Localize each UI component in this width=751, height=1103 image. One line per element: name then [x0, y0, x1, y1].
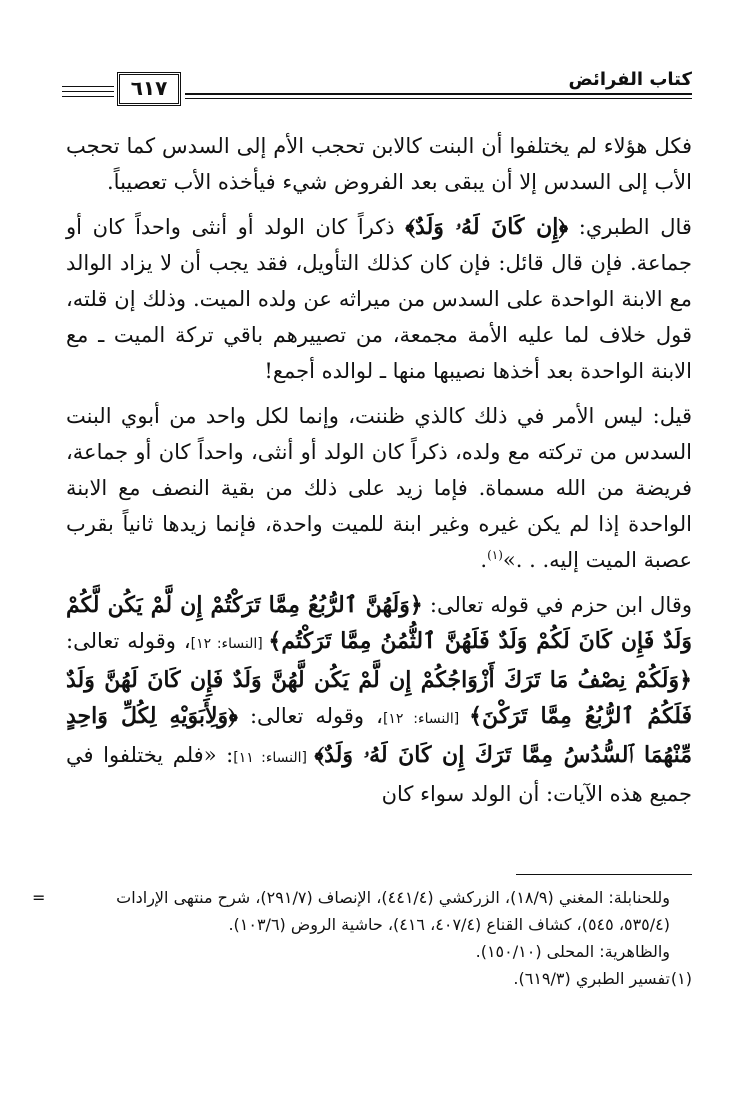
book-page [32, 66, 693, 1066]
paragraph-text: . [480, 548, 488, 572]
header-rule-thin [185, 98, 692, 99]
quran-verse: ﴿وَلِأَبَوَيْهِ لِكُلِّ وَاحِدٍ مِّنْهُمَا ٱلسُّدُسُ مِمَّا تَرَكَ إِن كَانَ لَهُۥ وَلَدٌ﴾ [66, 703, 692, 768]
verse-reference: [النساء: ١٢] [190, 636, 269, 652]
paragraph-text: : «فلم يختلفوا في جميع هذه الآيات: أن الولد سواء كان [66, 743, 692, 806]
verse-reference: [النساء: ١١] [233, 750, 315, 766]
footnote-ref[interactable]: (١) [487, 548, 503, 562]
rule-line [62, 96, 114, 97]
paragraph-2 [66, 209, 692, 389]
quran-verse: ﴿وَلَكُمْ نِصْفُ مَا تَرَكَ أَزْوَاجُكُمْ إِن لَّمْ يَكُن لَّهُنَّ وَلَدٌ فَإِن كَانَ لَهُنَّ وَلَدٌ فَلَكُمُ ٱلرُّبُعُ مِمَّا تَرَكْنَ﴾ [66, 667, 693, 729]
footnote-separator [516, 874, 692, 875]
footnote-continued [32, 884, 692, 938]
header-left-rules [62, 86, 114, 101]
page-number: ٦١٧ [117, 72, 181, 106]
paragraph-4 [66, 587, 692, 812]
paragraph-text: ، وقوله تعالى: [237, 704, 383, 728]
paragraph-text: فكل هؤلاء لم يختلفوا أن البنت كالابن تحجب الأم إلى السدس كما تحجب الأب إلى السدس إلا أن يبقى بعد الفروض شيء فيأخذه الأب تعصيباً. [66, 134, 692, 194]
footnote-number: (١) [670, 969, 692, 988]
main-text [66, 128, 692, 821]
paragraph-text: وقال ابن حزم في قوله تعالى: [422, 593, 693, 617]
verse-reference: [النساء: ١٢] [382, 711, 470, 727]
paragraph-text: ذكراً كان الولد أو أنثى واحداً كان أو جماعة. فإن قال قائل: فإن كان كذلك التأويل، فقد يجب أن لا يزاد الوالد مع الابنة الواحدة على السدس من ميراثه عن ولده الميت. وذلك إن قلته، قول خلاف لما عليه الأمة مجمعة، من تصييرهم باقي تركة الميت ـ مع الابنة الواحدة بعد أخذها نصيبها منها ـ لوالده أجمع! [66, 215, 692, 383]
page-header [62, 66, 692, 124]
rule-line [62, 91, 114, 92]
paragraph-1 [66, 128, 692, 200]
continuation-marker: = [32, 888, 46, 907]
paragraph-text: قيل: ليس الأمر في ذلك كالذي ظننت، وإنما لكل واحد من أبوي البنت السدس من تركته مع ولده، ذكراً كان الولد أو أنثى، واحداً كان أو جماعة، فريضة من الله مسماة. فإما زيد على ذلك من بقية النصف مع الابنة الواحدة إذا لم يكن غيره وغير ابنة للميت واحدة، فإنما زيدها ثانياً بقرب عصبة الميت إليه. . .» [66, 404, 692, 572]
footnotes [32, 884, 692, 992]
quran-verse: ﴿إِن كَانَ لَهُۥ وَلَدٌ﴾ [405, 214, 569, 240]
book-title: كتاب الفرائض [568, 69, 692, 90]
footnote-text: والظاهرية: المحلى (١٥٠/١٠). [475, 942, 670, 961]
paragraph-text: قال الطبري: [568, 215, 692, 239]
paragraph-text: ، وقوله تعالى: [66, 629, 191, 653]
footnote-1 [66, 965, 692, 992]
rule-line [62, 86, 114, 87]
footnote-text: تفسير الطبري (٦١٩/٣). [513, 969, 670, 988]
quran-verse: ﴿وَلَهُنَّ ٱلرُّبُعُ مِمَّا تَرَكْتُمْ إِن لَّمْ يَكُن لَّكُمْ وَلَدٌ فَإِن كَانَ لَكُمْ وَلَدٌ فَلَهُنَّ ٱلثُّمُنُ مِمَّا تَرَكْتُم﴾ [66, 592, 693, 654]
paragraph-3 [66, 398, 692, 578]
header-rule [185, 93, 692, 95]
footnote-continued-2 [66, 938, 692, 965]
footnote-text: وللحنابلة: المغني (١٨/٩)، الزركشي (٤٤١/٤)، الإنصاف (٢٩١/٧)، شرح منتهى الإرادات (٥٣٥/٤، ٥٤٥)، كشاف القناع (٤٠٧/٤، ٤١٦)، حاشية الروض (١٠٣/٦). [116, 888, 670, 934]
